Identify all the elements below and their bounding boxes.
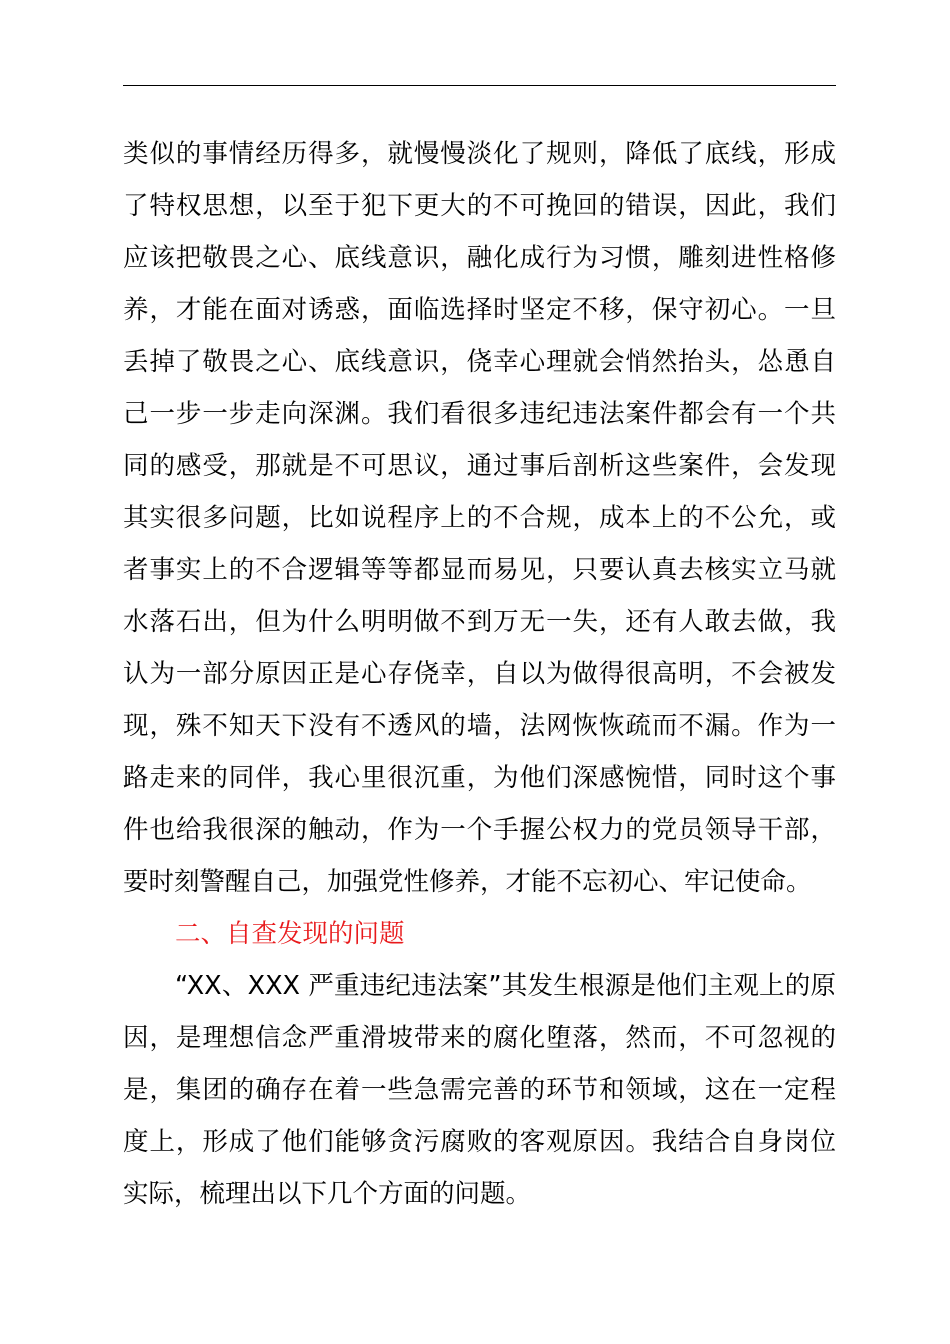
text-line: 类似的事情经历得多，就慢慢淡化了规则，降低了底线，形成 xyxy=(123,139,836,169)
text-line: 要时刻警醒自己，加强党性修养，才能不忘初心、牢记使命。 xyxy=(123,867,812,897)
text-line: 路走来的同伴，我心里很沉重，为他们深感惋惜，同时这个事 xyxy=(123,763,836,793)
text-line: 丢掉了敬畏之心、底线意识，侥幸心理就会悄然抬头，怂恿自 xyxy=(123,347,836,377)
header-rule xyxy=(123,85,836,86)
text-line: 养，才能在面对诱惑，面临选择时坚定不移，保守初心。一旦 xyxy=(123,295,836,325)
document-body xyxy=(123,128,836,1220)
text-line: 因，是理想信念严重滑坡带来的腐化堕落，然而，不可忽视的 xyxy=(123,1023,836,1053)
text-line: “XX、XXX 严重违纪违法案”其发生根源是他们主观上的原 xyxy=(175,971,836,1001)
text-line: 其实很多问题，比如说程序上的不合规，成本上的不公允，或 xyxy=(123,503,836,533)
text-line: 己一步一步走向深渊。我们看很多违纪违法案件都会有一个共 xyxy=(123,399,836,429)
paragraph-2 xyxy=(123,960,836,1220)
text-line: 了特权思想，以至于犯下更大的不可挽回的错误，因此，我们 xyxy=(123,191,836,221)
text-line: 同的感受，那就是不可思议，通过事后剖析这些案件，会发现 xyxy=(123,451,836,481)
text-line: 认为一部分原因正是心存侥幸，自以为做得很高明，不会被发 xyxy=(123,659,836,689)
text-line: 件也给我很深的触动，作为一个手握公权力的党员领导干部， xyxy=(123,815,836,845)
text-line: 度上，形成了他们能够贪污腐败的客观原因。我结合自身岗位 xyxy=(123,1127,836,1157)
text-line: 者事实上的不合逻辑等等都显而易见，只要认真去核实立马就 xyxy=(123,555,836,585)
section-heading: 二、自查发现的问题 xyxy=(175,919,405,949)
text-line: 应该把敬畏之心、底线意识，融化成行为习惯，雕刻进性格修 xyxy=(123,243,836,273)
text-line: 水落石出，但为什么明明做不到万无一失，还有人敢去做，我 xyxy=(123,607,836,637)
text-line: 实际，梳理出以下几个方面的问题。 xyxy=(123,1179,532,1209)
text-line: 是，集团的确存在着一些急需完善的环节和领域，这在一定程 xyxy=(123,1075,836,1105)
text-line: 现，殊不知天下没有不透风的墙，法网恢恢疏而不漏。作为一 xyxy=(123,711,836,741)
paragraph-1 xyxy=(123,128,836,908)
